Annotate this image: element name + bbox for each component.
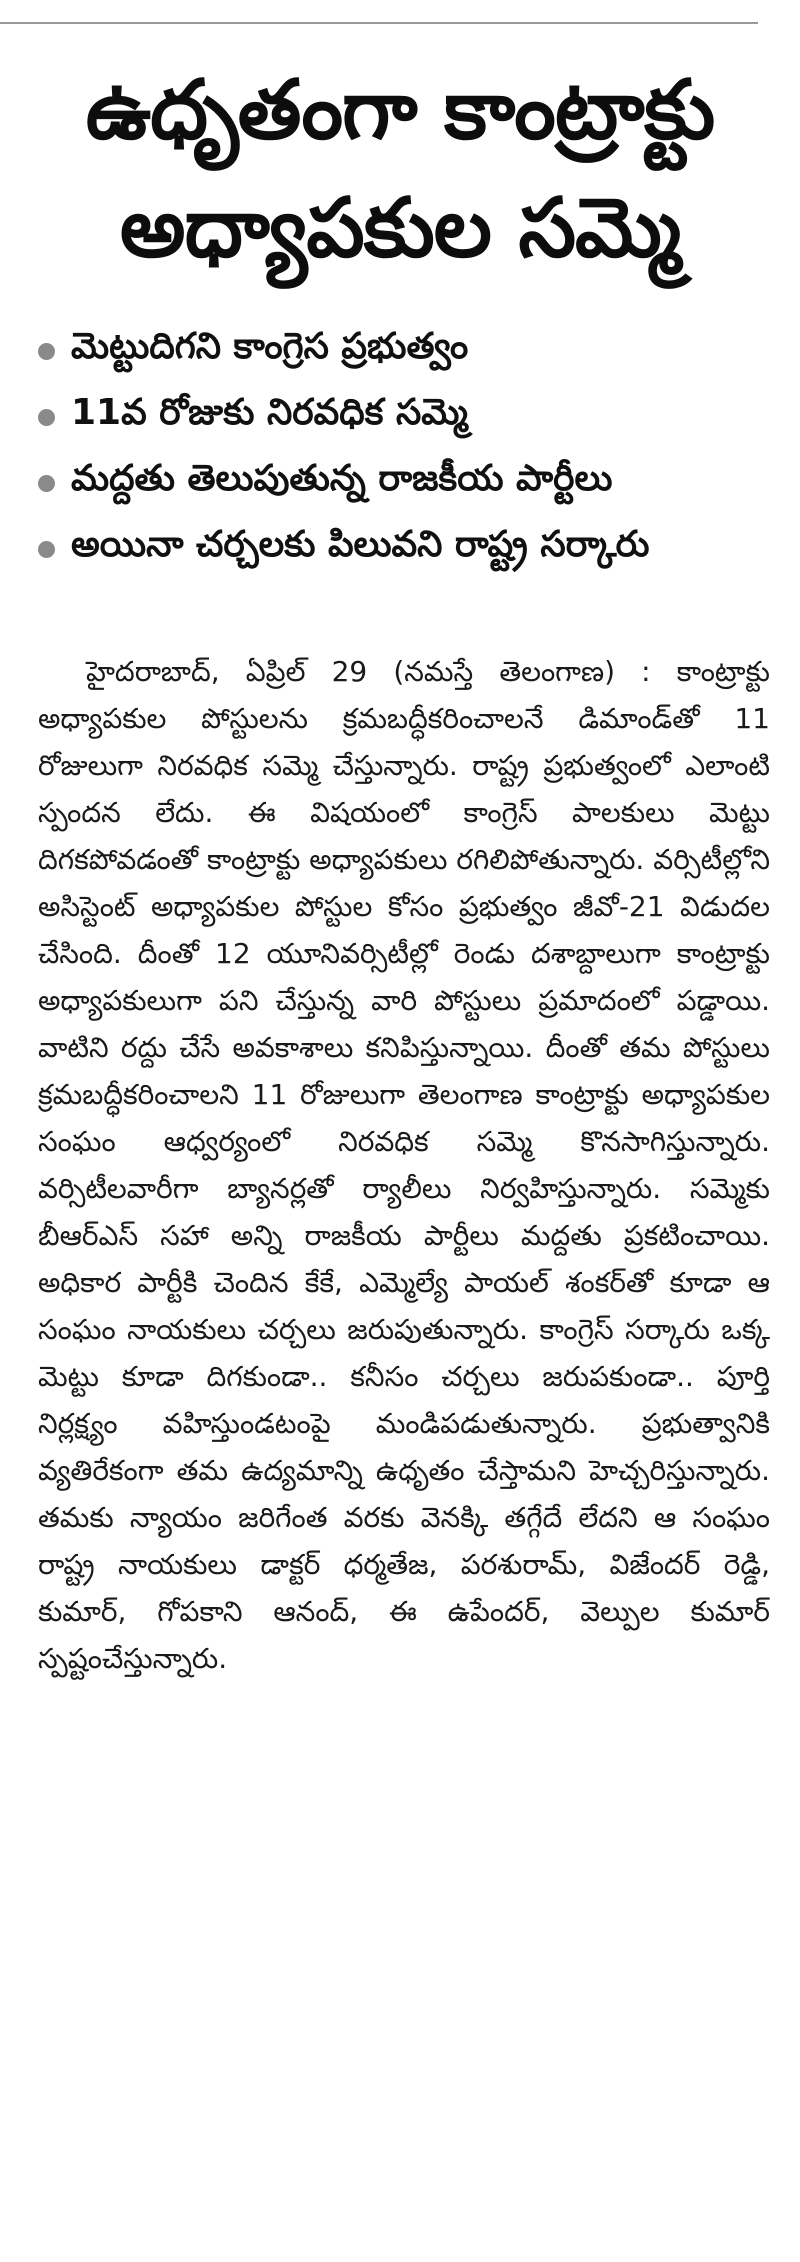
bullet-dot-icon xyxy=(38,409,55,426)
article-paragraph: హైదరాబాద్, ఏప్రిల్ 29 (నమస్తే తెలంగాణ) : కాంట్రాక్టు అధ్యాపకుల పోస్టులను క్రమబద్ధీకరించాలనే డిమాండ్‌తో 11 రోజులుగా నిరవధిక సమ్మె చేస్తున్నారు. రాష్ట్ర ప్రభుత్వంలో ఎలాంటి స్పందన లేదు. ఈ విషయంలో కాంగ్రెస్ పాలకులు మెట్టు దిగకపోవడంతో కాంట్రాక్టు అధ్యాపకులు రగిలిపోతున్నారు. వర్సిటీల్లోని అసిస్టెంట్ అధ్యాపకుల పోస్టుల కోసం ప్రభుత్వం జీవో-21 విడుదల చేసింది. దీంతో 12 యూనివర్సిటీల్లో రెండు దశాబ్దాలుగా కాంట్రాక్టు అధ్యాపకులుగా పని చేస్తున్న వారి పోస్టులు ప్రమాదంలో పడ్డాయి. వాటిని రద్దు చేసే అవకాశాలు కనిపిస్తున్నాయి. దీంతో తమ పోస్టులు క్రమబద్ధీకరించాలని 11 రోజులుగా తెలంగాణ కాంట్రాక్టు అధ్యాపకుల సంఘం ఆధ్వర్యంలో నిరవధిక సమ్మె కొనసాగిస్తున్నారు. వర్సిటీలవారీగా బ్యానర్లతో ర్యాలీలు నిర్వహిస్తున్నారు. సమ్మెకు బీఆర్‌ఎస్ సహా అన్ని రాజకీయ పార్టీలు మద్దతు ప్రకటించాయి. అధికార పార్టీకి చెందిన కేకే, ఎమ్మెల్యే పాయల్ శంకర్‌తో కూడా ఆ సంఘం నాయకులు చర్చలు జరుపుతున్నారు. కాంగ్రెస్ సర్కారు ఒక్క మెట్టు కూడా దిగకుండా.. కనీసం చర్చలు జరుపకుండా.. పూర్తి నిర్లక్ష్యం వహిస్తుండటంపై మండిపడుతున్నారు. ప్రభుత్వానికి వ్యతిరేకంగా తమ ఉద్యమాన్ని ఉధృతం చేస్తామని హెచ్చరిస్తున్నారు. తమకు న్యాయం జరిగేంత వరకు వెనక్కి తగ్గేదే లేదని ఆ సంఘం రాష్ట్ర నాయకులు డాక్టర్ ధర్మతేజ, పరశురామ్, విజేందర్ రెడ్డి, కుమార్, గోపకాని ఆనంద్, ఈ ఉపేందర్, వెల్పుల కుమార్ స్పష్టంచేస్తున్నారు. xyxy=(38,655,770,1675)
highlight-item xyxy=(38,516,780,582)
highlight-text: అయినా చర్చలకు పిలువని రాష్ట్ర సర్కారు xyxy=(71,524,650,565)
bullet-dot-icon xyxy=(38,343,55,360)
headline-line-1: ఉధృతంగా కాంట్రాక్టు xyxy=(85,63,715,158)
headline xyxy=(0,52,800,288)
headline-line-2: అధ్యాపకుల సమ్మె xyxy=(119,181,681,276)
bullet-dot-icon xyxy=(38,541,55,558)
top-divider xyxy=(0,22,758,24)
article-body xyxy=(38,648,770,1682)
highlight-item xyxy=(38,384,780,450)
bullet-dot-icon xyxy=(38,475,55,492)
highlight-text: మద్దతు తెలుపుతున్న రాజకీయ పార్టీలు xyxy=(71,458,613,499)
highlight-item xyxy=(38,318,780,384)
highlight-text: మెట్టుదిగని కాంగ్రెస ప్రభుత్వం xyxy=(71,326,469,367)
highlights-list xyxy=(38,318,780,582)
highlight-item xyxy=(38,450,780,516)
highlight-text: 11వ రోజుకు నిరవధిక సమ్మె xyxy=(71,392,468,433)
